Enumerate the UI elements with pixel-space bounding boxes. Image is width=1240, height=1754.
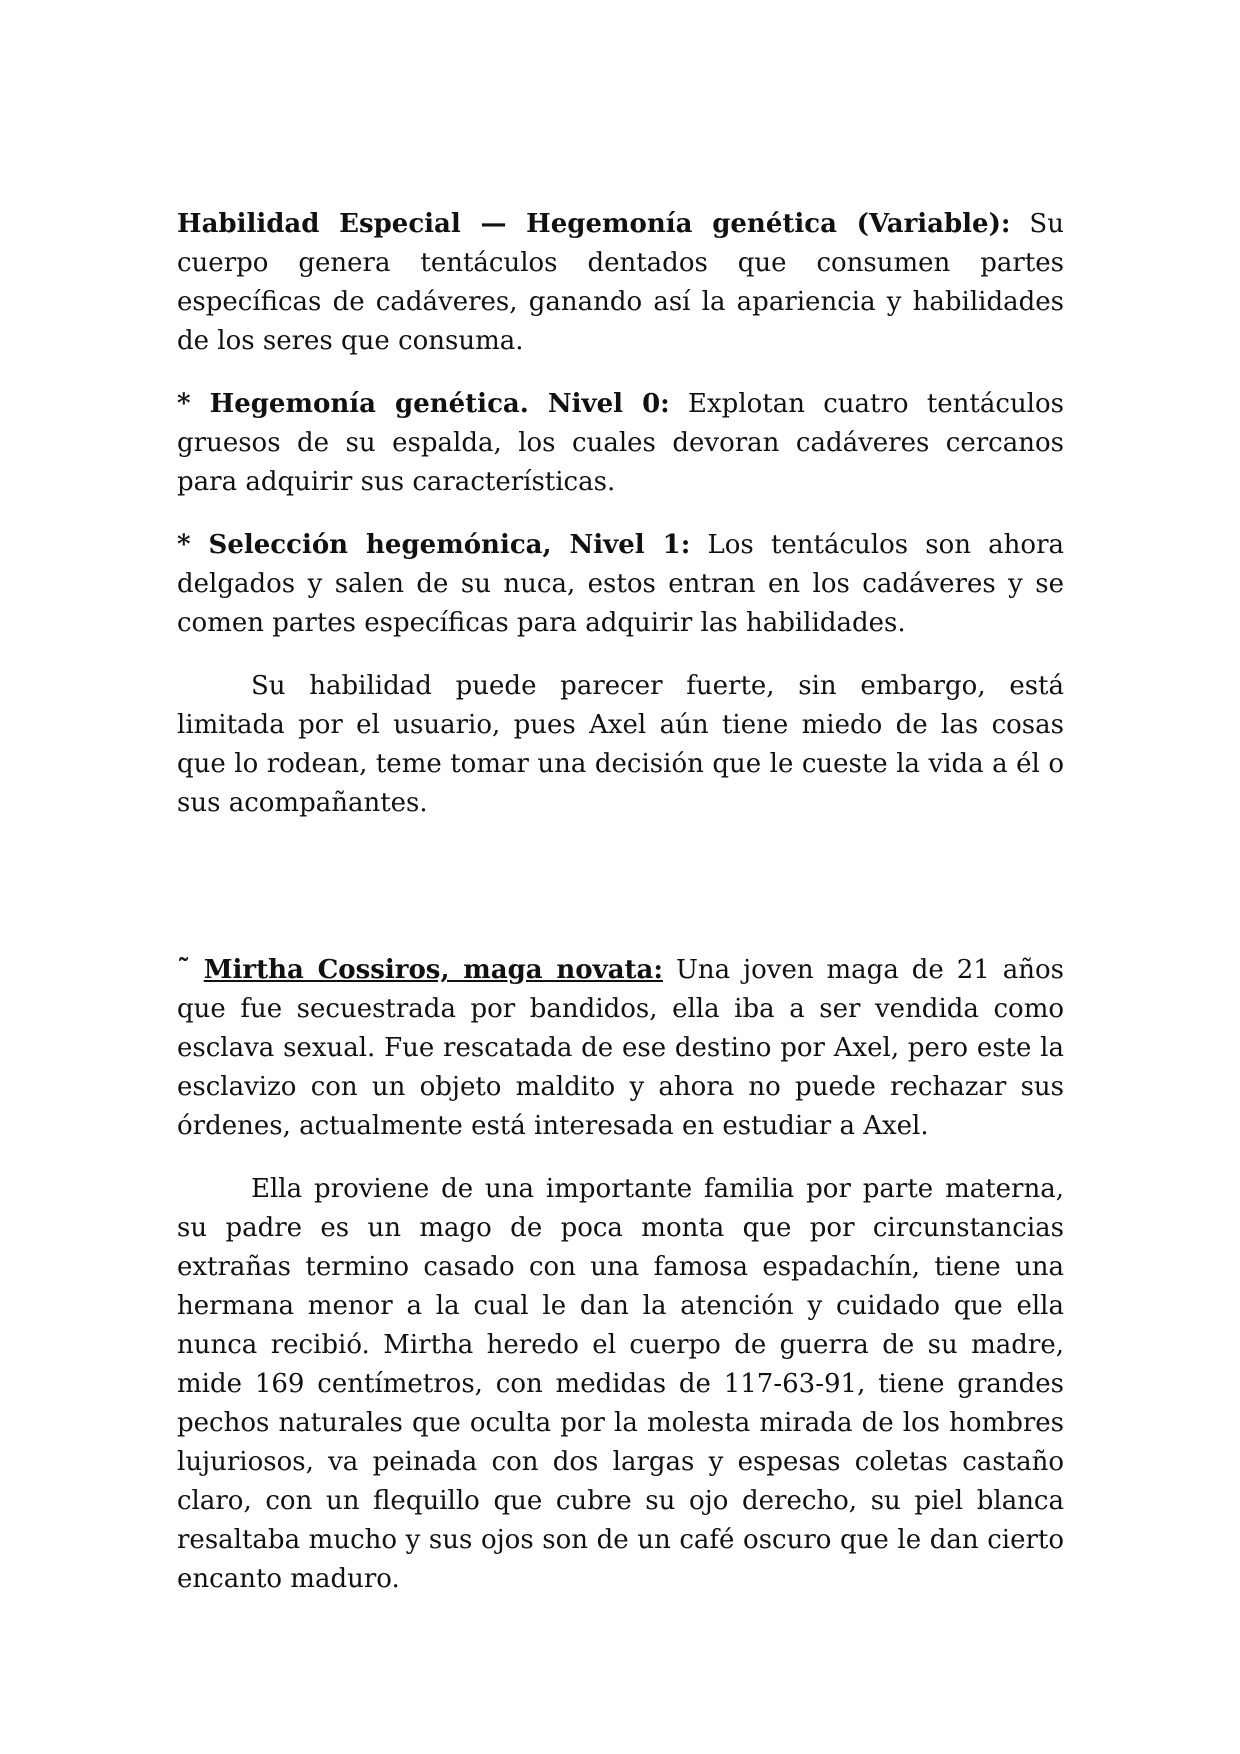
level-0-text: Explotan cuatro tentáculos gruesos de su espalda, los cuales devoran cadáveres cercanos para adquirir sus características.: [177, 389, 1064, 497]
level-1-text: Los tentáculos son ahora delgados y salen de su nuca, estos entran en los cadáveres y se comen partes específicas para adquirir las habilidades.: [177, 530, 1064, 638]
paragraph-special-ability: [177, 205, 1064, 361]
section-spacer: [177, 847, 1064, 951]
special-ability-heading: Habilidad Especial — Hegemonía genética (Variable):: [177, 209, 1011, 239]
ability-limitation-text: Su habilidad puede parecer fuerte, sin embargo, está limitada por el usuario, pues Axel aún tiene miedo de las cosas que lo rodean, teme tomar una decisión que le cueste la vida a él o sus acompañantes.: [177, 671, 1064, 818]
paragraph-mirtha-intro: [177, 951, 1064, 1146]
paragraph-level-1: [177, 526, 1064, 643]
paragraph-level-0: [177, 385, 1064, 502]
special-ability-text: Su cuerpo genera tentáculos dentados que consumen partes específicas de cadáveres, ganando así la apariencia y habilidades de los seres que consuma.: [177, 209, 1064, 356]
mirtha-heading: Mirtha Cossiros, maga novata:: [203, 955, 663, 985]
paragraph-ability-limitation: [177, 667, 1064, 823]
level-1-heading: * Selección hegemónica, Nivel 1:: [177, 530, 691, 560]
document-page: [177, 205, 1064, 1623]
paragraph-mirtha-description: [177, 1170, 1064, 1599]
mirtha-description-text: Ella proviene de una importante familia por parte materna, su padre es un mago de poca monta que por circunstancias extrañas termino casado con una famosa espadachín, tiene una hermana menor a la cual le dan la atención y cuidado que ella nunca recibió. Mirtha heredo el cuerpo de guerra de su madre, mide 169 centímetros, con medidas de 117-63-91, tiene grandes pechos naturales que oculta por la molesta mirada de los hombres lujuriosos, va peinada con dos largas y espesas coletas castaño claro, con un flequillo que cubre su ojo derecho, su piel blanca resaltaba mucho y sus ojos son de un café oscuro que le dan cierto encanto maduro.: [177, 1174, 1064, 1594]
mirtha-intro-text: Una joven maga de 21 años que fue secuestrada por bandidos, ella iba a ser vendida como esclava sexual. Fue rescatada de ese destino por Axel, pero este la esclavizo con un objeto maldito y ahora no puede rechazar sus órdenes, actualmente está interesada en estudiar a Axel.: [177, 955, 1064, 1141]
level-0-heading: * Hegemonía genética. Nivel 0:: [177, 389, 670, 419]
mirtha-prefix-mark: ˜: [177, 955, 204, 985]
